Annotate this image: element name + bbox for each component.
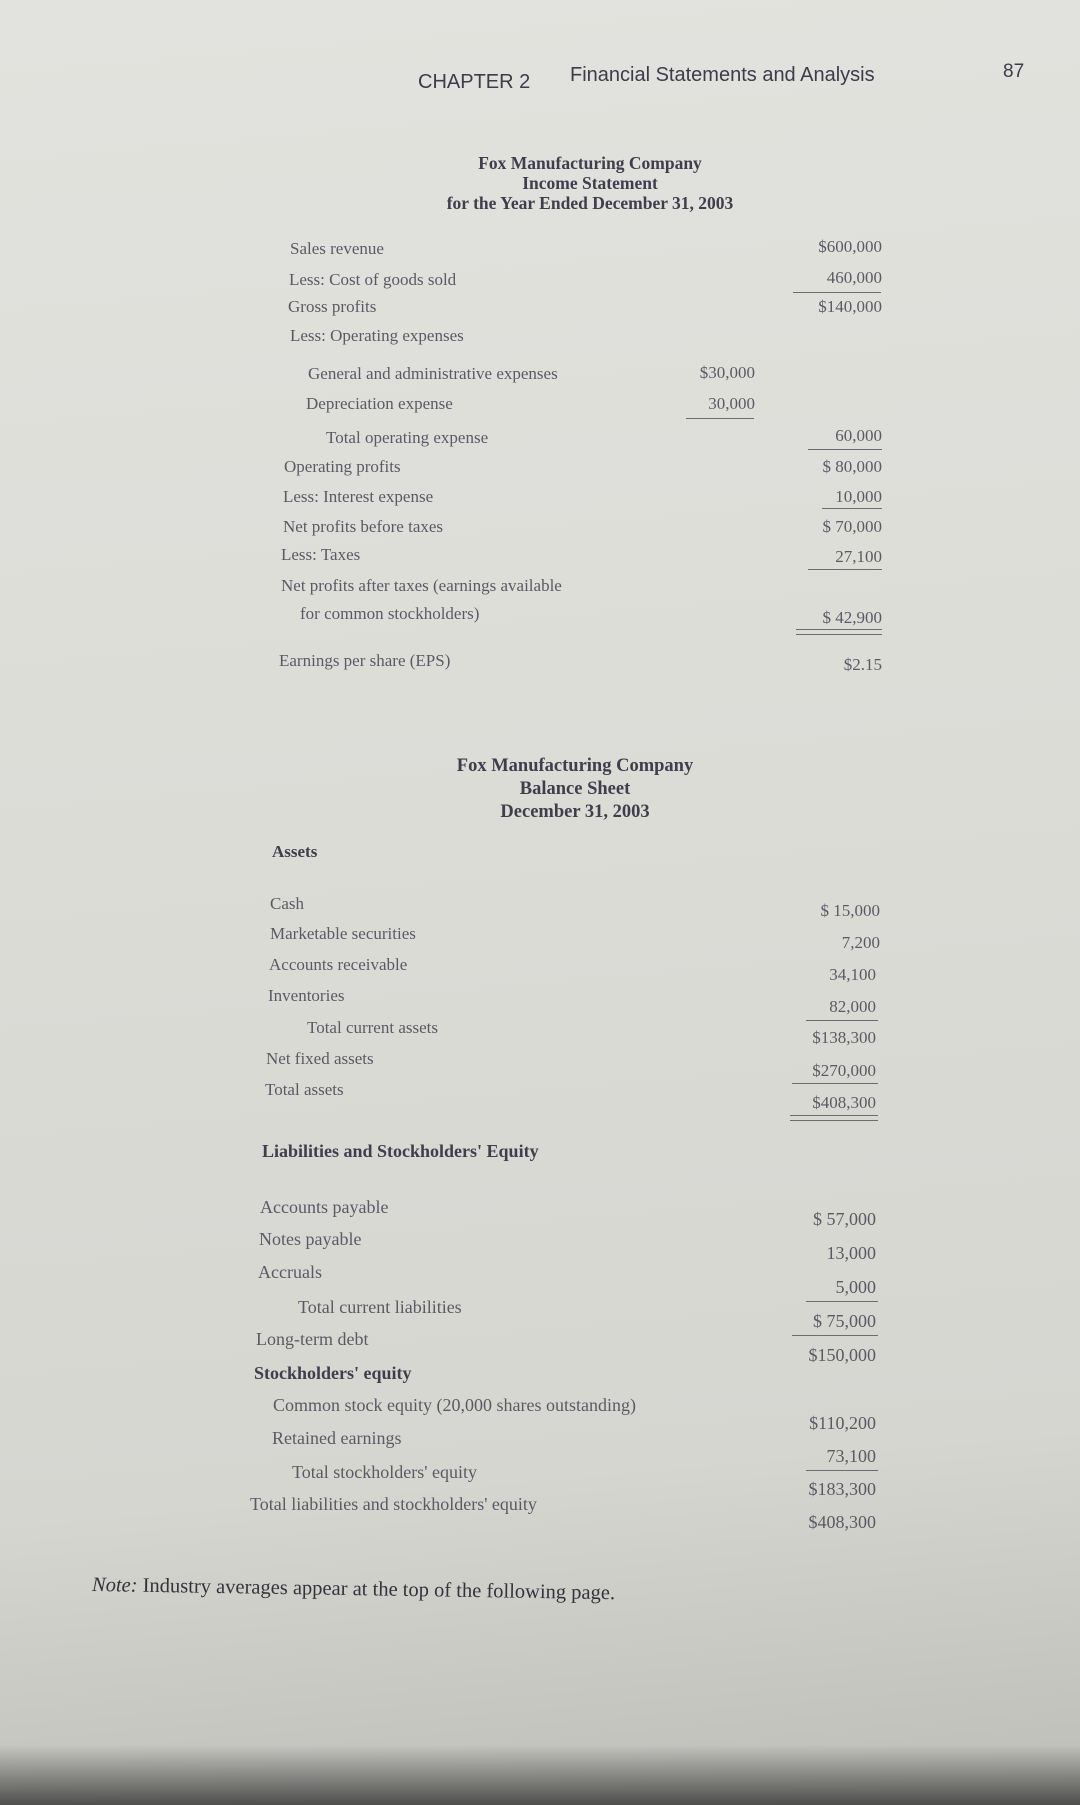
underline [808,449,882,450]
asset-label: Total current assets [307,1018,438,1037]
underline [806,1020,878,1021]
income-row-label: Less: Operating expenses [290,326,464,345]
income-row-amount: $ 80,000 [822,457,882,476]
income-row-sub-amount: $30,000 [699,363,755,382]
income-row-label: Less: Taxes [281,545,361,564]
liabilities-heading: Liabilities and Stockholders' Equity [262,1141,539,1161]
liability-amount: 5,000 [835,1277,876,1297]
income-row-label: Net profits before taxes [283,517,444,536]
income-row-label: Depreciation expense [306,394,453,413]
income-row-label: Earnings per share (EPS) [279,651,451,670]
income-row-label: Net profits after taxes (earnings available [281,576,562,595]
income-row-sub-amount: 30,000 [708,394,755,413]
asset-amount: 7,200 [841,933,880,952]
income-row-amount: $ 70,000 [822,517,882,536]
asset-label: Total assets [265,1080,344,1099]
liability-label: Total stockholders' equity [292,1462,477,1482]
liability-amount: $408,300 [808,1512,876,1532]
income-row-label: Sales revenue [290,239,384,258]
income-row-amount: 60,000 [835,426,882,445]
liability-amount: $110,200 [809,1413,876,1433]
income-statement-title: Income Statement [522,173,658,193]
liability-amount: $ 57,000 [813,1209,876,1229]
asset-amount: 82,000 [829,997,876,1016]
income-row-label: Operating profits [284,457,401,476]
liability-amount: 13,000 [826,1243,876,1263]
underline [822,508,882,509]
liability-label: Accounts payable [260,1197,389,1217]
income-statement-period: for the Year Ended December 31, 2003 [446,193,734,213]
balance-sheet-title: Balance Sheet [519,779,631,799]
liability-amount: $ 75,000 [813,1311,876,1331]
underline [792,1335,878,1336]
liability-amount: $150,000 [808,1345,876,1365]
income-row-amount: $2.15 [843,655,882,674]
underline [792,1083,878,1084]
asset-label: Cash [270,894,304,913]
underline [808,569,882,570]
note-prefix: Note: [91,1574,138,1597]
balance-company-name: Fox Manufacturing Company [456,756,694,776]
assets-heading: Assets [272,842,318,861]
income-row-amount: 10,000 [835,487,882,506]
income-row-label: for common stockholders) [300,604,480,623]
income-row-label: Less: Interest expense [283,487,434,506]
balance-sheet-date: December 31, 2003 [500,802,650,822]
liability-label: Long-term debt [256,1329,369,1349]
liability-label: Retained earnings [272,1428,402,1448]
double-underline [796,629,882,635]
income-row-amount: $600,000 [818,237,882,256]
underline [793,292,881,293]
income-row-label: General and administrative expenses [308,364,558,383]
page-number: 87 [1003,61,1025,82]
income-row-label: Less: Cost of goods sold [289,270,457,289]
income-row-amount: $140,000 [818,297,882,316]
asset-amount: $ 15,000 [820,901,880,920]
liability-section-label: Stockholders' equity [254,1363,412,1383]
chapter-label: CHAPTER 2 [418,71,531,93]
asset-amount: $270,000 [812,1061,876,1080]
income-row-amount: 460,000 [826,268,882,287]
asset-label: Inventories [268,986,345,1005]
asset-label: Net fixed assets [266,1049,374,1068]
page-edge-shadow [0,1745,1080,1805]
asset-label: Marketable securities [270,924,416,943]
underline [806,1470,878,1471]
income-row-label: Gross profits [288,297,377,316]
note-text: Industry averages appear at the top of the following page. [137,1574,616,1605]
liability-label: Common stock equity (20,000 shares outstanding) [273,1395,636,1415]
chapter-title: Financial Statements and Analysis [570,64,875,86]
liability-label: Total current liabilities [298,1297,462,1317]
income-row-amount: 27,100 [835,547,882,566]
double-underline [790,1115,878,1121]
asset-label: Accounts receivable [269,955,408,974]
asset-amount: $138,300 [812,1028,876,1047]
income-row-amount: $ 42,900 [822,608,882,627]
income-company-name: Fox Manufacturing Company [478,153,702,173]
income-row-label: Total operating expense [326,428,489,447]
asset-amount: $408,300 [812,1093,876,1112]
footnote [92,1574,615,1605]
asset-amount: 34,100 [829,965,876,984]
liability-amount: $183,300 [808,1479,876,1499]
liability-label: Accruals [258,1262,322,1282]
liability-label: Notes payable [259,1229,362,1249]
underline [806,1301,878,1302]
liability-label: Total liabilities and stockholders' equity [250,1494,537,1514]
underline [686,418,754,419]
liability-amount: 73,100 [826,1446,876,1466]
